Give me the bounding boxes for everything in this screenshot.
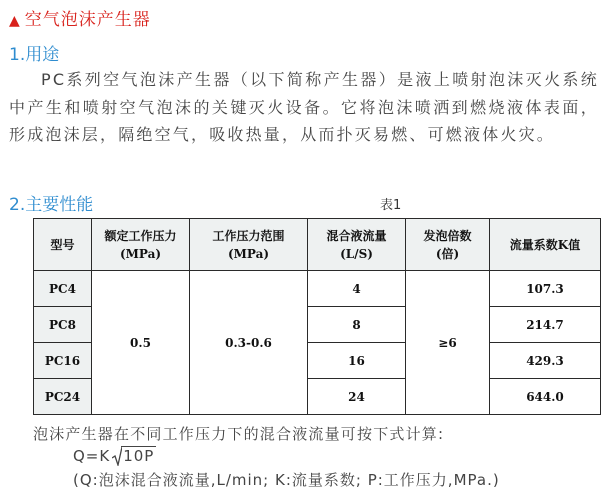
header-flow bbox=[308, 219, 406, 271]
expansion-cell: ≥6 bbox=[406, 271, 490, 415]
header-expansion-text: 发泡倍数(倍) bbox=[423, 228, 472, 261]
table-header-row bbox=[34, 219, 601, 271]
rated-pressure-cell: 0.5 bbox=[92, 271, 190, 415]
section-heading-performance: 2.主要性能 bbox=[9, 195, 94, 215]
header-k-value bbox=[490, 219, 601, 271]
table-caption: 表1 bbox=[380, 198, 402, 213]
header-model: 型号 bbox=[34, 219, 92, 271]
formula-intro: 泡沫产生器在不同工作压力下的混合液流量可按下式计算: bbox=[33, 425, 445, 443]
radical-sign-icon bbox=[112, 446, 122, 466]
table-row bbox=[34, 271, 601, 307]
header-rated-pressure-text: 额定工作压力(MPa) bbox=[104, 228, 177, 261]
header-flow-text: 混合液流量(L/S) bbox=[326, 228, 387, 261]
flow-cell: 24 bbox=[308, 379, 406, 415]
header-k-value-text: 流量系数K值 bbox=[509, 237, 581, 252]
model-cell: PC24 bbox=[34, 379, 92, 415]
header-pressure-range-text: 工作压力范围(MPa) bbox=[212, 228, 285, 261]
k-value-cell: 644.0 bbox=[490, 379, 601, 415]
formula bbox=[73, 446, 156, 465]
k-value-cell: 107.3 bbox=[490, 271, 601, 307]
page-title bbox=[9, 5, 151, 30]
flow-cell: 16 bbox=[308, 343, 406, 379]
flow-cell: 8 bbox=[308, 307, 406, 343]
page-title-text: 空气泡沫产生器 bbox=[24, 10, 151, 30]
square-root bbox=[112, 446, 156, 465]
usage-paragraph: PC系列空气泡沫产生器（以下简称产生器）是液上喷射泡沫灭火系统中产生和喷射空气泡沫的关键灭火设备。它将泡沫喷洒到燃烧液体表面，形成泡沫层，隔绝空气，吸收热量，从而扑灭易燃、可燃液体火灾。 bbox=[9, 70, 599, 144]
formula-lhs: Q=K bbox=[73, 447, 111, 465]
k-value-cell: 214.7 bbox=[490, 307, 601, 343]
spec-table bbox=[33, 218, 601, 415]
header-rated-pressure bbox=[92, 219, 190, 271]
model-cell: PC4 bbox=[34, 271, 92, 307]
triangle-icon: ▲ bbox=[9, 13, 21, 29]
header-expansion bbox=[406, 219, 490, 271]
pressure-range-cell: 0.3-0.6 bbox=[190, 271, 308, 415]
flow-cell: 4 bbox=[308, 271, 406, 307]
formula-legend: (Q:泡沫混合液流量,L/min; K:流量系数; P:工作压力,MPa.) bbox=[73, 471, 500, 489]
k-value-cell: 429.3 bbox=[490, 343, 601, 379]
section-heading-usage: 1.用途 bbox=[9, 45, 60, 65]
model-cell: PC16 bbox=[34, 343, 92, 379]
header-pressure-range bbox=[190, 219, 308, 271]
formula-radicand: 10P bbox=[123, 447, 155, 465]
model-cell: PC8 bbox=[34, 307, 92, 343]
